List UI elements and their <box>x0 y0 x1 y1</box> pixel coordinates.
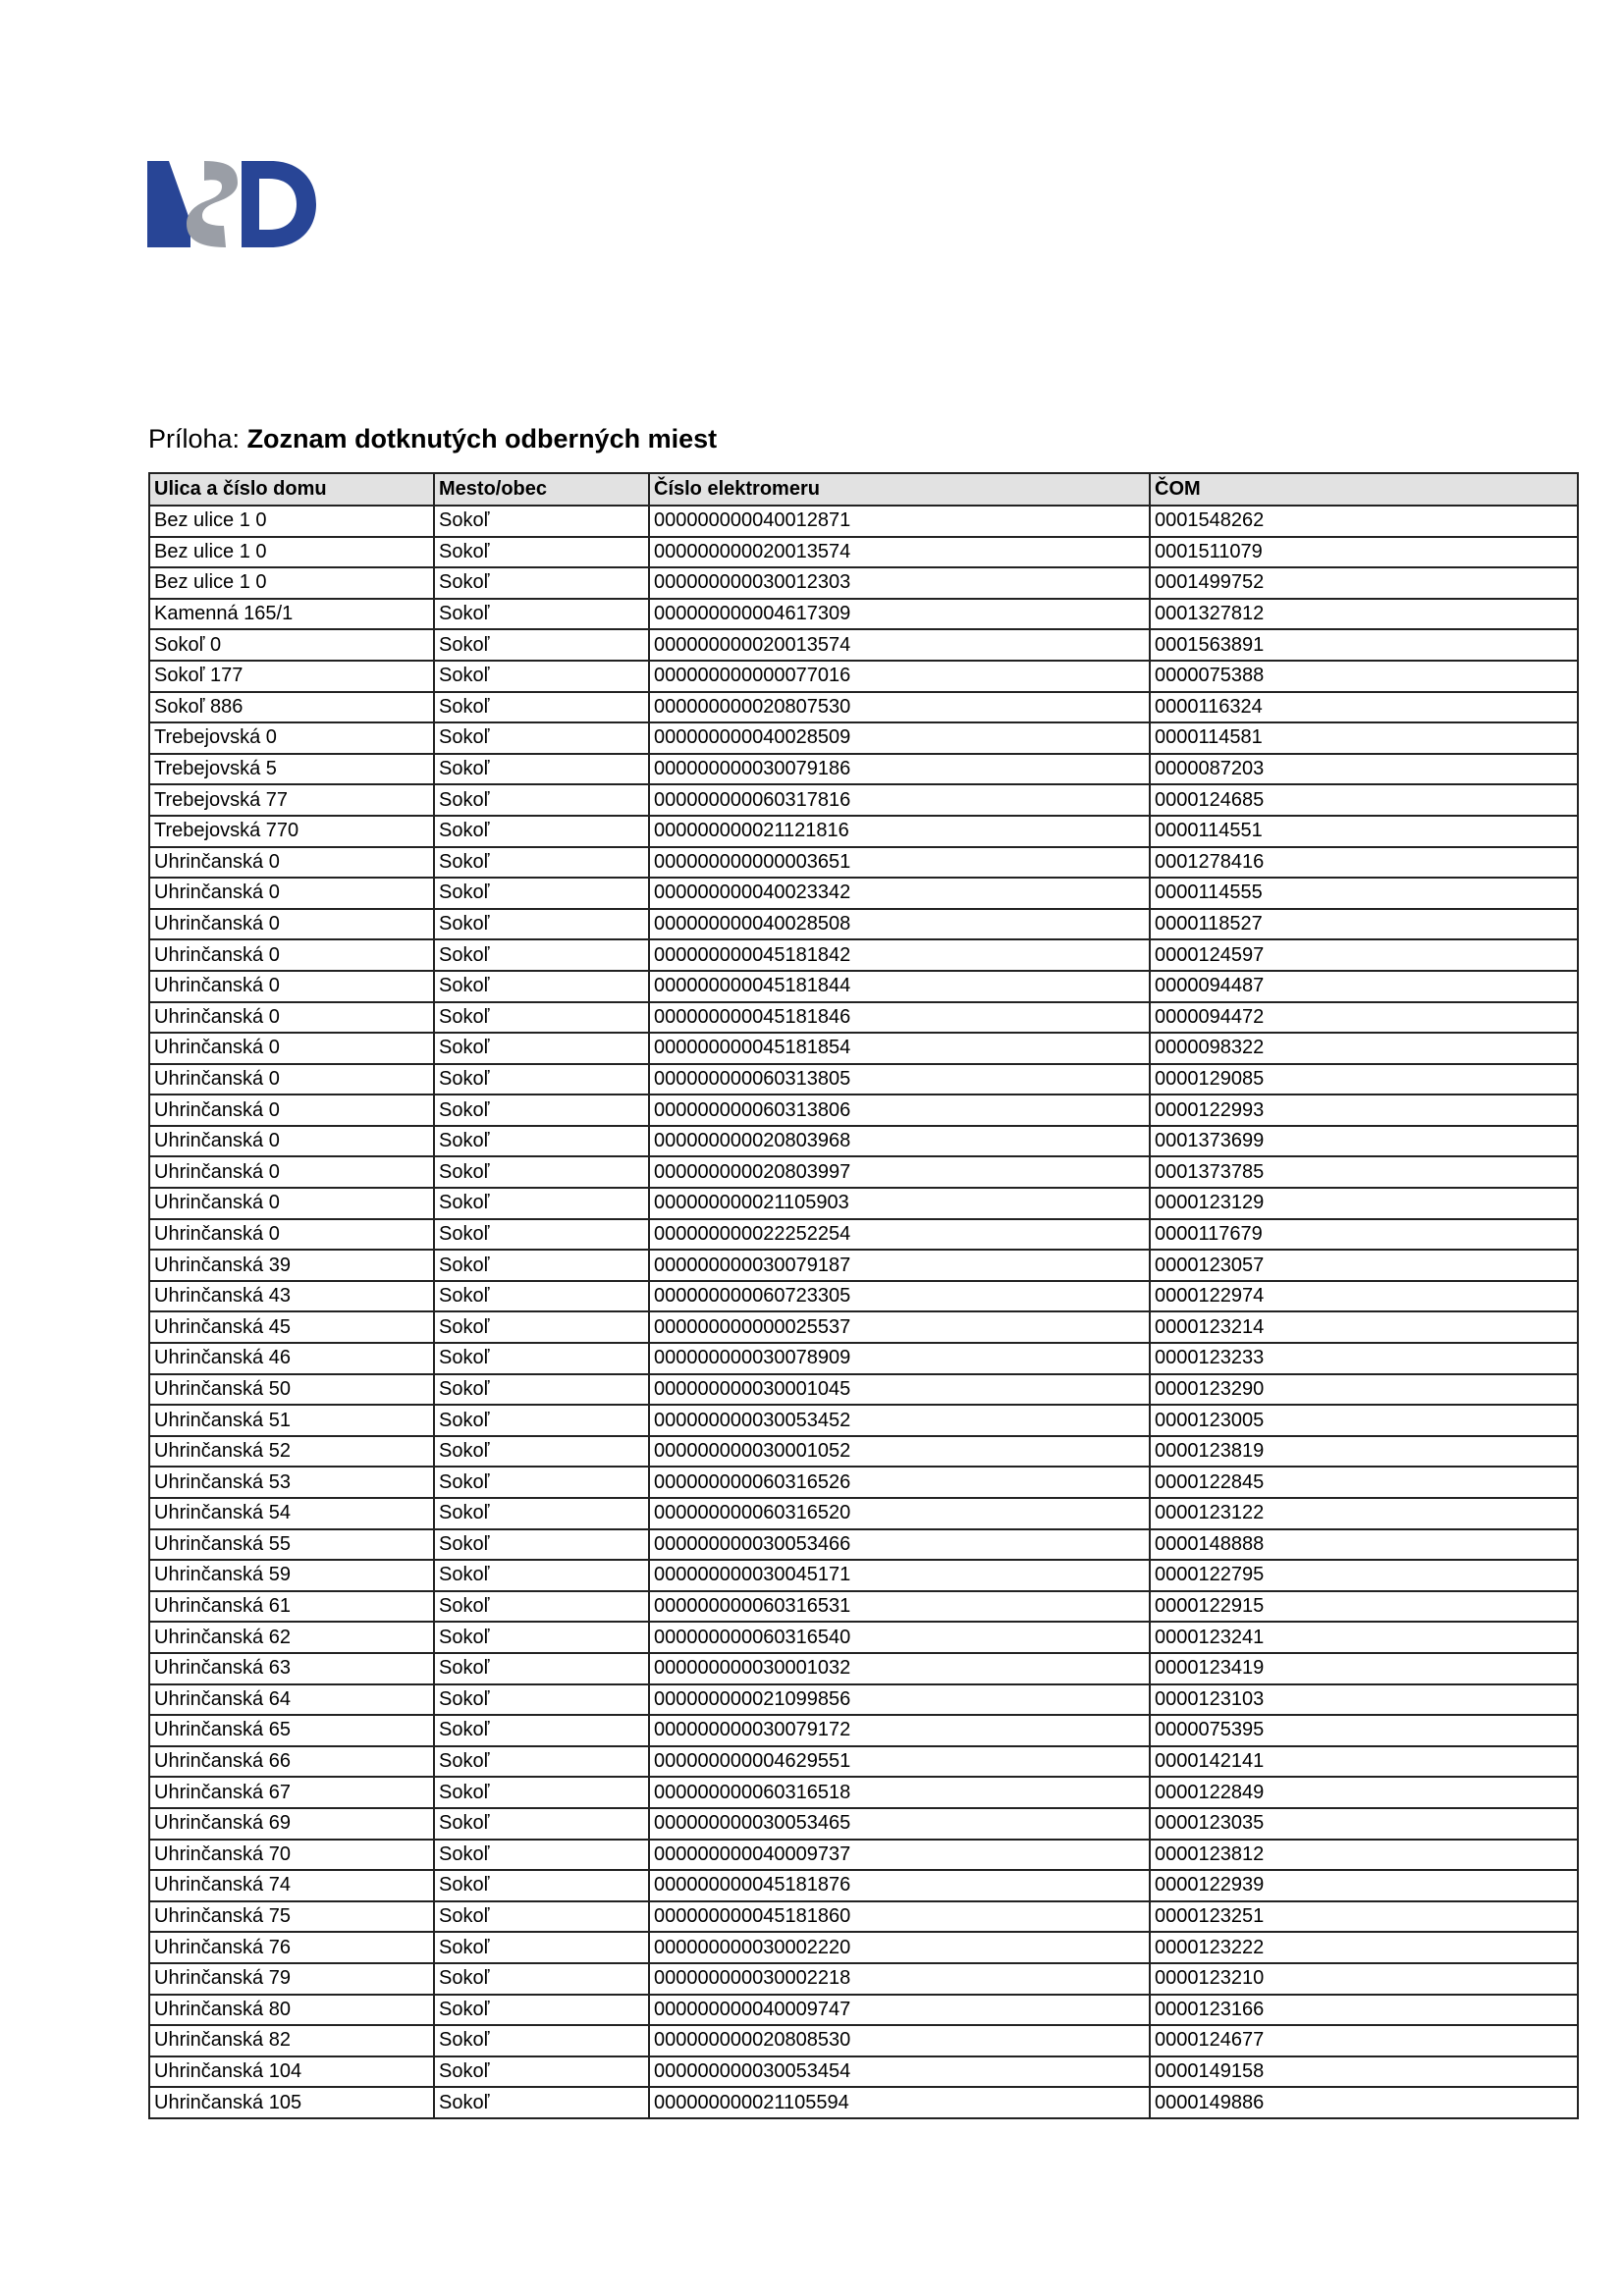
meter-number-cell: 000000000045181844 <box>649 971 1150 1002</box>
odberne-miesta-table <box>148 472 1579 2119</box>
table-row <box>149 692 1578 723</box>
com-cell: 0000122974 <box>1150 1281 1578 1312</box>
table-row <box>149 1311 1578 1343</box>
com-cell: 0000123812 <box>1150 1840 1578 1871</box>
meter-number-cell: 000000000021099856 <box>649 1684 1150 1716</box>
table-row <box>149 1188 1578 1219</box>
com-cell: 0000148888 <box>1150 1529 1578 1561</box>
table-row <box>149 1591 1578 1623</box>
table-row <box>149 1064 1578 1095</box>
com-cell: 0000123035 <box>1150 1808 1578 1840</box>
street-cell: Uhrinčanská 61 <box>149 1591 434 1623</box>
street-cell: Uhrinčanská 0 <box>149 1188 434 1219</box>
city-cell: Sokoľ <box>434 1095 649 1126</box>
meter-number-cell: 000000000022252254 <box>649 1219 1150 1251</box>
com-cell: 0000149158 <box>1150 2056 1578 2088</box>
table-row <box>149 1095 1578 1126</box>
table-row <box>149 1033 1578 1064</box>
com-cell: 0000087203 <box>1150 754 1578 785</box>
table-row <box>149 1746 1578 1778</box>
meter-number-cell: 000000000004617309 <box>649 599 1150 630</box>
table-row <box>149 878 1578 909</box>
table-row <box>149 1901 1578 1933</box>
street-cell: Uhrinčanská 0 <box>149 1156 434 1188</box>
street-cell: Uhrinčanská 39 <box>149 1250 434 1281</box>
street-cell: Uhrinčanská 0 <box>149 909 434 940</box>
city-cell: Sokoľ <box>434 1002 649 1034</box>
street-cell: Uhrinčanská 82 <box>149 2025 434 2056</box>
city-cell: Sokoľ <box>434 1715 649 1746</box>
meter-number-cell: 000000000030012303 <box>649 567 1150 599</box>
meter-number-cell: 000000000000077016 <box>649 661 1150 692</box>
city-cell: Sokoľ <box>434 1777 649 1808</box>
table-row <box>149 1343 1578 1374</box>
city-cell: Sokoľ <box>434 2087 649 2118</box>
com-cell: 0000122993 <box>1150 1095 1578 1126</box>
city-cell: Sokoľ <box>434 971 649 1002</box>
street-cell: Uhrinčanská 79 <box>149 1963 434 1995</box>
table-row <box>149 2087 1578 2118</box>
table-row <box>149 1436 1578 1468</box>
meter-number-cell: 000000000060313806 <box>649 1095 1150 1126</box>
table-row <box>149 909 1578 940</box>
meter-number-cell: 000000000060316540 <box>649 1622 1150 1653</box>
meter-number-cell: 000000000020803968 <box>649 1126 1150 1157</box>
street-cell: Trebejovská 5 <box>149 754 434 785</box>
meter-number-cell: 000000000030053465 <box>649 1808 1150 1840</box>
meter-number-cell: 000000000030001032 <box>649 1653 1150 1684</box>
city-cell: Sokoľ <box>434 1281 649 1312</box>
meter-number-cell: 000000000060723305 <box>649 1281 1150 1312</box>
meter-number-cell: 000000000020013574 <box>649 537 1150 568</box>
street-cell: Trebejovská 0 <box>149 722 434 754</box>
city-cell: Sokoľ <box>434 506 649 537</box>
city-cell: Sokoľ <box>434 1188 649 1219</box>
city-cell: Sokoľ <box>434 1963 649 1995</box>
com-cell: 0000122849 <box>1150 1777 1578 1808</box>
street-cell: Uhrinčanská 69 <box>149 1808 434 1840</box>
table-row <box>149 1374 1578 1406</box>
meter-number-cell: 000000000060316526 <box>649 1467 1150 1498</box>
meter-number-cell: 000000000030053466 <box>649 1529 1150 1561</box>
meter-number-cell: 000000000020013574 <box>649 629 1150 661</box>
street-cell: Uhrinčanská 70 <box>149 1840 434 1871</box>
city-cell: Sokoľ <box>434 1840 649 1871</box>
meter-number-cell: 000000000030002220 <box>649 1932 1150 1963</box>
city-cell: Sokoľ <box>434 661 649 692</box>
street-cell: Trebejovská 77 <box>149 784 434 816</box>
street-cell: Uhrinčanská 52 <box>149 1436 434 1468</box>
com-cell: 0001499752 <box>1150 567 1578 599</box>
meter-number-cell: 000000000045181854 <box>649 1033 1150 1064</box>
city-cell: Sokoľ <box>434 1746 649 1778</box>
logo-s-shape <box>187 161 238 247</box>
table-row <box>149 1219 1578 1251</box>
city-cell: Sokoľ <box>434 1529 649 1561</box>
city-cell: Sokoľ <box>434 567 649 599</box>
table-body <box>149 506 1578 2118</box>
city-cell: Sokoľ <box>434 1156 649 1188</box>
street-cell: Uhrinčanská 0 <box>149 1033 434 1064</box>
table-row <box>149 1498 1578 1529</box>
street-cell: Uhrinčanská 74 <box>149 1870 434 1901</box>
city-cell: Sokoľ <box>434 1219 649 1251</box>
com-cell: 0000123210 <box>1150 1963 1578 1995</box>
table-row <box>149 599 1578 630</box>
com-cell: 0000118527 <box>1150 909 1578 940</box>
table-row <box>149 1995 1578 2026</box>
street-cell: Uhrinčanská 59 <box>149 1560 434 1591</box>
com-cell: 0000122795 <box>1150 1560 1578 1591</box>
com-cell: 0000123166 <box>1150 1995 1578 2026</box>
table-row <box>149 1653 1578 1684</box>
com-cell: 0000123222 <box>1150 1932 1578 1963</box>
table-row <box>149 1002 1578 1034</box>
com-cell: 0000123819 <box>1150 1436 1578 1468</box>
table-row <box>149 816 1578 847</box>
table-row <box>149 506 1578 537</box>
com-cell: 0001563891 <box>1150 629 1578 661</box>
city-cell: Sokoľ <box>434 1436 649 1468</box>
table-row <box>149 1126 1578 1157</box>
city-cell: Sokoľ <box>434 1343 649 1374</box>
city-cell: Sokoľ <box>434 722 649 754</box>
street-cell: Uhrinčanská 105 <box>149 2087 434 2118</box>
com-cell: 0000123233 <box>1150 1343 1578 1374</box>
meter-number-cell: 000000000000003651 <box>649 847 1150 879</box>
street-cell: Uhrinčanská 80 <box>149 1995 434 2026</box>
meter-number-cell: 000000000040012871 <box>649 506 1150 537</box>
meter-number-cell: 000000000045181842 <box>649 939 1150 971</box>
table-row <box>149 1560 1578 1591</box>
city-cell: Sokoľ <box>434 1467 649 1498</box>
com-cell: 0000075388 <box>1150 661 1578 692</box>
street-cell: Uhrinčanská 0 <box>149 1095 434 1126</box>
city-cell: Sokoľ <box>434 878 649 909</box>
meter-number-cell: 000000000020807530 <box>649 692 1150 723</box>
table-row <box>149 1467 1578 1498</box>
street-cell: Bez ulice 1 0 <box>149 537 434 568</box>
city-cell: Sokoľ <box>434 1560 649 1591</box>
com-cell: 0000123241 <box>1150 1622 1578 1653</box>
meter-number-cell: 000000000030079187 <box>649 1250 1150 1281</box>
city-cell: Sokoľ <box>434 1653 649 1684</box>
city-cell: Sokoľ <box>434 1498 649 1529</box>
city-cell: Sokoľ <box>434 1932 649 1963</box>
logo-d-shape <box>242 161 316 247</box>
street-cell: Uhrinčanská 0 <box>149 939 434 971</box>
column-header-street: Ulica a číslo domu <box>149 473 434 506</box>
meter-number-cell: 000000000020808530 <box>649 2025 1150 2056</box>
com-cell: 0000123419 <box>1150 1653 1578 1684</box>
city-cell: Sokoľ <box>434 847 649 879</box>
street-cell: Uhrinčanská 0 <box>149 878 434 909</box>
meter-number-cell: 000000000030053452 <box>649 1405 1150 1436</box>
column-header-com: ČOM <box>1150 473 1578 506</box>
meter-number-cell: 000000000030078909 <box>649 1343 1150 1374</box>
com-cell: 0001278416 <box>1150 847 1578 879</box>
street-cell: Trebejovská 770 <box>149 816 434 847</box>
meter-number-cell: 000000000020803997 <box>649 1156 1150 1188</box>
city-cell: Sokoľ <box>434 1374 649 1406</box>
city-cell: Sokoľ <box>434 816 649 847</box>
city-cell: Sokoľ <box>434 1808 649 1840</box>
meter-number-cell: 000000000021105594 <box>649 2087 1150 2118</box>
street-cell: Uhrinčanská 45 <box>149 1311 434 1343</box>
com-cell: 0000124677 <box>1150 2025 1578 2056</box>
street-cell: Uhrinčanská 62 <box>149 1622 434 1653</box>
city-cell: Sokoľ <box>434 1684 649 1716</box>
logo-v-shape <box>147 161 190 247</box>
city-cell: Sokoľ <box>434 1870 649 1901</box>
street-cell: Uhrinčanská 65 <box>149 1715 434 1746</box>
com-cell: 0000123214 <box>1150 1311 1578 1343</box>
com-cell: 0000142141 <box>1150 1746 1578 1778</box>
street-cell: Uhrinčanská 0 <box>149 1002 434 1034</box>
street-cell: Uhrinčanská 55 <box>149 1529 434 1561</box>
street-cell: Bez ulice 1 0 <box>149 506 434 537</box>
meter-number-cell: 000000000060316518 <box>649 1777 1150 1808</box>
meter-number-cell: 000000000030079186 <box>649 754 1150 785</box>
table-row <box>149 537 1578 568</box>
city-cell: Sokoľ <box>434 1033 649 1064</box>
city-cell: Sokoľ <box>434 939 649 971</box>
table-row <box>149 784 1578 816</box>
com-cell: 0000116324 <box>1150 692 1578 723</box>
meter-number-cell: 000000000040028509 <box>649 722 1150 754</box>
street-cell: Uhrinčanská 0 <box>149 1219 434 1251</box>
city-cell: Sokoľ <box>434 1995 649 2026</box>
table-row <box>149 1777 1578 1808</box>
table-row <box>149 567 1578 599</box>
street-cell: Uhrinčanská 75 <box>149 1901 434 1933</box>
com-cell: 0000075395 <box>1150 1715 1578 1746</box>
city-cell: Sokoľ <box>434 2025 649 2056</box>
table-row <box>149 2056 1578 2088</box>
table-row <box>149 1156 1578 1188</box>
city-cell: Sokoľ <box>434 537 649 568</box>
city-cell: Sokoľ <box>434 1126 649 1157</box>
table-row <box>149 1405 1578 1436</box>
com-cell: 0000123290 <box>1150 1374 1578 1406</box>
street-cell: Uhrinčanská 0 <box>149 1064 434 1095</box>
table-row <box>149 629 1578 661</box>
meter-number-cell: 000000000021121816 <box>649 816 1150 847</box>
table-row <box>149 1808 1578 1840</box>
street-cell: Uhrinčanská 67 <box>149 1777 434 1808</box>
table-row <box>149 722 1578 754</box>
table-header-row <box>149 473 1578 506</box>
com-cell: 0001327812 <box>1150 599 1578 630</box>
table-row <box>149 754 1578 785</box>
street-cell: Uhrinčanská 0 <box>149 971 434 1002</box>
table-row <box>149 1684 1578 1716</box>
table-row <box>149 971 1578 1002</box>
com-cell: 0000123251 <box>1150 1901 1578 1933</box>
city-cell: Sokoľ <box>434 1622 649 1653</box>
com-cell: 0000117679 <box>1150 1219 1578 1251</box>
meter-number-cell: 000000000040009747 <box>649 1995 1150 2026</box>
meter-number-cell: 000000000040009737 <box>649 1840 1150 1871</box>
com-cell: 0000094472 <box>1150 1002 1578 1034</box>
street-cell: Uhrinčanská 54 <box>149 1498 434 1529</box>
street-cell: Uhrinčanská 53 <box>149 1467 434 1498</box>
table-row <box>149 847 1578 879</box>
meter-number-cell: 000000000060316520 <box>649 1498 1150 1529</box>
street-cell: Sokoľ 886 <box>149 692 434 723</box>
city-cell: Sokoľ <box>434 1405 649 1436</box>
com-cell: 0000122845 <box>1150 1467 1578 1498</box>
street-cell: Kamenná 165/1 <box>149 599 434 630</box>
meter-number-cell: 000000000060317816 <box>649 784 1150 816</box>
city-cell: Sokoľ <box>434 1311 649 1343</box>
city-cell: Sokoľ <box>434 1064 649 1095</box>
com-cell: 0001373699 <box>1150 1126 1578 1157</box>
street-cell: Uhrinčanská 50 <box>149 1374 434 1406</box>
city-cell: Sokoľ <box>434 784 649 816</box>
com-cell: 0000124685 <box>1150 784 1578 816</box>
street-cell: Uhrinčanská 51 <box>149 1405 434 1436</box>
table-row <box>149 1250 1578 1281</box>
city-cell: Sokoľ <box>434 754 649 785</box>
com-cell: 0000122939 <box>1150 1870 1578 1901</box>
com-cell: 0000124597 <box>1150 939 1578 971</box>
meter-number-cell: 000000000060313805 <box>649 1064 1150 1095</box>
column-header-city: Mesto/obec <box>434 473 649 506</box>
table-row <box>149 1622 1578 1653</box>
street-cell: Uhrinčanská 43 <box>149 1281 434 1312</box>
meter-number-cell: 000000000040023342 <box>649 878 1150 909</box>
table-row <box>149 1963 1578 1995</box>
city-cell: Sokoľ <box>434 1901 649 1933</box>
com-cell: 0000122915 <box>1150 1591 1578 1623</box>
meter-number-cell: 000000000045181860 <box>649 1901 1150 1933</box>
table-row <box>149 661 1578 692</box>
street-cell: Sokoľ 177 <box>149 661 434 692</box>
meter-number-cell: 000000000030053454 <box>649 2056 1150 2088</box>
com-cell: 0000114555 <box>1150 878 1578 909</box>
title-main: Zoznam dotknutých odberných miest <box>246 424 718 454</box>
street-cell: Uhrinčanská 66 <box>149 1746 434 1778</box>
table-row <box>149 1932 1578 1963</box>
meter-number-cell: 000000000021105903 <box>649 1188 1150 1219</box>
meter-number-cell: 000000000030001045 <box>649 1374 1150 1406</box>
city-cell: Sokoľ <box>434 2056 649 2088</box>
street-cell: Uhrinčanská 0 <box>149 847 434 879</box>
com-cell: 0000094487 <box>1150 971 1578 1002</box>
com-cell: 0000123122 <box>1150 1498 1578 1529</box>
com-cell: 0001511079 <box>1150 537 1578 568</box>
com-cell: 0000114551 <box>1150 816 1578 847</box>
title-prefix: Príloha: <box>148 424 247 454</box>
page-title <box>148 422 717 455</box>
city-cell: Sokoľ <box>434 1591 649 1623</box>
meter-number-cell: 000000000030045171 <box>649 1560 1150 1591</box>
com-cell: 0001548262 <box>1150 506 1578 537</box>
meter-number-cell: 000000000045181846 <box>649 1002 1150 1034</box>
street-cell: Uhrinčanská 64 <box>149 1684 434 1716</box>
meter-number-cell: 000000000045181876 <box>649 1870 1150 1901</box>
city-cell: Sokoľ <box>434 599 649 630</box>
com-cell: 0000123103 <box>1150 1684 1578 1716</box>
com-cell: 0000123057 <box>1150 1250 1578 1281</box>
meter-number-cell: 000000000030002218 <box>649 1963 1150 1995</box>
street-cell: Bez ulice 1 0 <box>149 567 434 599</box>
com-cell: 0000114581 <box>1150 722 1578 754</box>
meter-number-cell: 000000000000025537 <box>649 1311 1150 1343</box>
city-cell: Sokoľ <box>434 692 649 723</box>
city-cell: Sokoľ <box>434 909 649 940</box>
table-row <box>149 1840 1578 1871</box>
com-cell: 0001373785 <box>1150 1156 1578 1188</box>
table-row <box>149 939 1578 971</box>
company-logo <box>147 155 316 249</box>
meter-number-cell: 000000000004629551 <box>649 1746 1150 1778</box>
table-row <box>149 2025 1578 2056</box>
street-cell: Uhrinčanská 63 <box>149 1653 434 1684</box>
table-row <box>149 1529 1578 1561</box>
column-header-meter-number: Číslo elektromeru <box>649 473 1150 506</box>
street-cell: Uhrinčanská 46 <box>149 1343 434 1374</box>
meter-number-cell: 000000000030079172 <box>649 1715 1150 1746</box>
table-row <box>149 1281 1578 1312</box>
com-cell: 0000123005 <box>1150 1405 1578 1436</box>
street-cell: Uhrinčanská 76 <box>149 1932 434 1963</box>
com-cell: 0000098322 <box>1150 1033 1578 1064</box>
com-cell: 0000123129 <box>1150 1188 1578 1219</box>
street-cell: Uhrinčanská 104 <box>149 2056 434 2088</box>
city-cell: Sokoľ <box>434 629 649 661</box>
meter-number-cell: 000000000060316531 <box>649 1591 1150 1623</box>
city-cell: Sokoľ <box>434 1250 649 1281</box>
table-row <box>149 1715 1578 1746</box>
street-cell: Uhrinčanská 0 <box>149 1126 434 1157</box>
street-cell: Sokoľ 0 <box>149 629 434 661</box>
com-cell: 0000149886 <box>1150 2087 1578 2118</box>
meter-number-cell: 000000000030001052 <box>649 1436 1150 1468</box>
meter-number-cell: 000000000040028508 <box>649 909 1150 940</box>
com-cell: 0000129085 <box>1150 1064 1578 1095</box>
table-row <box>149 1870 1578 1901</box>
